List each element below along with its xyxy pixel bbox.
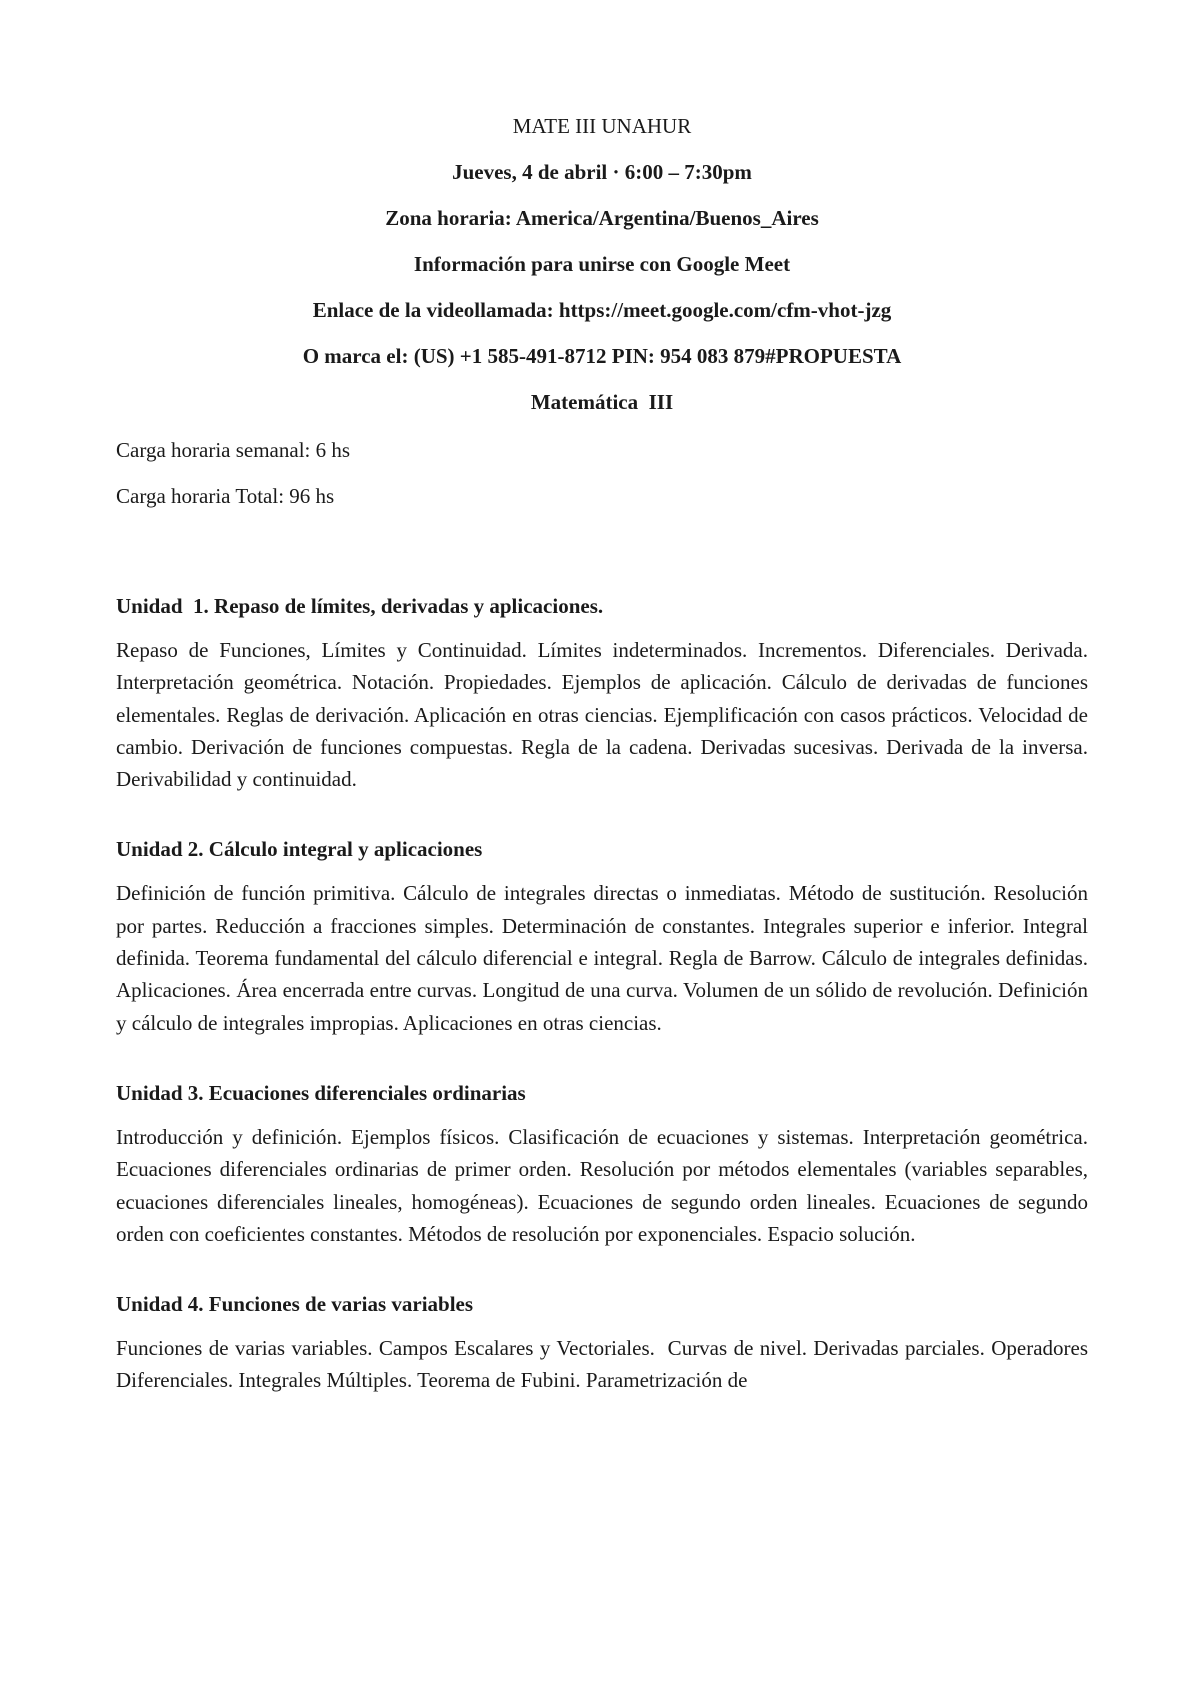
video-call-link: Enlace de la videollamada: https://meet.google.com/cfm-vhot-jzg (312, 298, 892, 322)
weekly-hours: Carga horaria semanal: 6 hs (116, 438, 351, 462)
unit-2 (116, 835, 1088, 1038)
unit-description: Funciones de varias variables. Campos Escalares y Vectoriales. Curvas de nivel. Derivadas parciales. Operadores Diferenciales. Integrales Múltiples. Teorema de Fubini. Parametrización de (116, 1336, 1094, 1393)
unit-title: Unidad 1. Repaso de límites, derivadas y aplicaciones. (116, 594, 604, 618)
unit-title: Unidad 3. Ecuaciones diferenciales ordinarias (116, 1080, 526, 1105)
meeting-date-time: Jueves, 4 de abril · 6:00 – 7:30pm (452, 160, 752, 184)
subject-title: Matemática III (530, 390, 674, 414)
meeting-timezone: Zona horaria: America/Argentina/Buenos_Aires (385, 206, 819, 230)
dial-in-info: O marca el: (US) +1 585-491-8712 PIN: 954 083 879#PROPUESTA (302, 344, 902, 368)
unit-description: Introducción y definición. Ejemplos físicos. Clasificación de ecuaciones y sistemas. Interpretación geométrica. Ecuaciones diferenciales ordinarias de primer orden. Resolución por métodos elementales (variables separables, ecuaciones diferenciales lineales, homogéneas). Ecuaciones de segundo orden lineales. Ecuaciones de segundo orden con coeficientes constantes. Métodos de resolución por exponenciales. Espacio solución. (116, 1124, 1088, 1246)
unit-title: Unidad 4. Funciones de varias variables (116, 1292, 474, 1317)
unit-description: Repaso de Funciones, Límites y Continuidad. Límites indeterminados. Incrementos. Diferenciales. Derivada. Interpretación geométrica. Notación. Propiedades. Ejemplos de aplicación. Cálculo de derivadas de funciones elementales. Reglas de derivación. Aplicación en otras ciencias. Ejemplificación con casos prácticos. Velocidad de cambio. Derivación de funciones compuestas. Regla de la cadena. Derivadas sucesivas. Derivada de la inversa. Derivabilidad y continuidad. (116, 638, 1088, 792)
meet-info-heading: Información para unirse con Google Meet (413, 252, 791, 276)
unit-1 (116, 592, 1088, 795)
total-hours: Carga horaria Total: 96 hs (116, 484, 335, 508)
unit-4 (116, 1290, 1094, 1397)
document-content (116, 112, 1094, 1397)
unit-description: Definición de función primitiva. Cálculo de integrales directas o inmediatas. Método de sustitución. Resolución por partes. Reducción a fracciones simples. Determinación de constantes. Integrales superior e inferior. Integral definida. Teorema fundamental del cálculo diferencial e integral. Regla de Barrow. Cálculo de integrales definidas. Aplicaciones. Área encerrada entre curvas. Longitud de una curva. Volumen de un sólido de revolución. Definición y cálculo de integrales impropias. Aplicaciones en otras ciencias. (116, 881, 1088, 1035)
unit-title: Unidad 2. Cálculo integral y aplicaciones (116, 837, 483, 862)
course-title: MATE III UNAHUR (512, 114, 692, 138)
unit-3 (116, 1079, 1088, 1250)
